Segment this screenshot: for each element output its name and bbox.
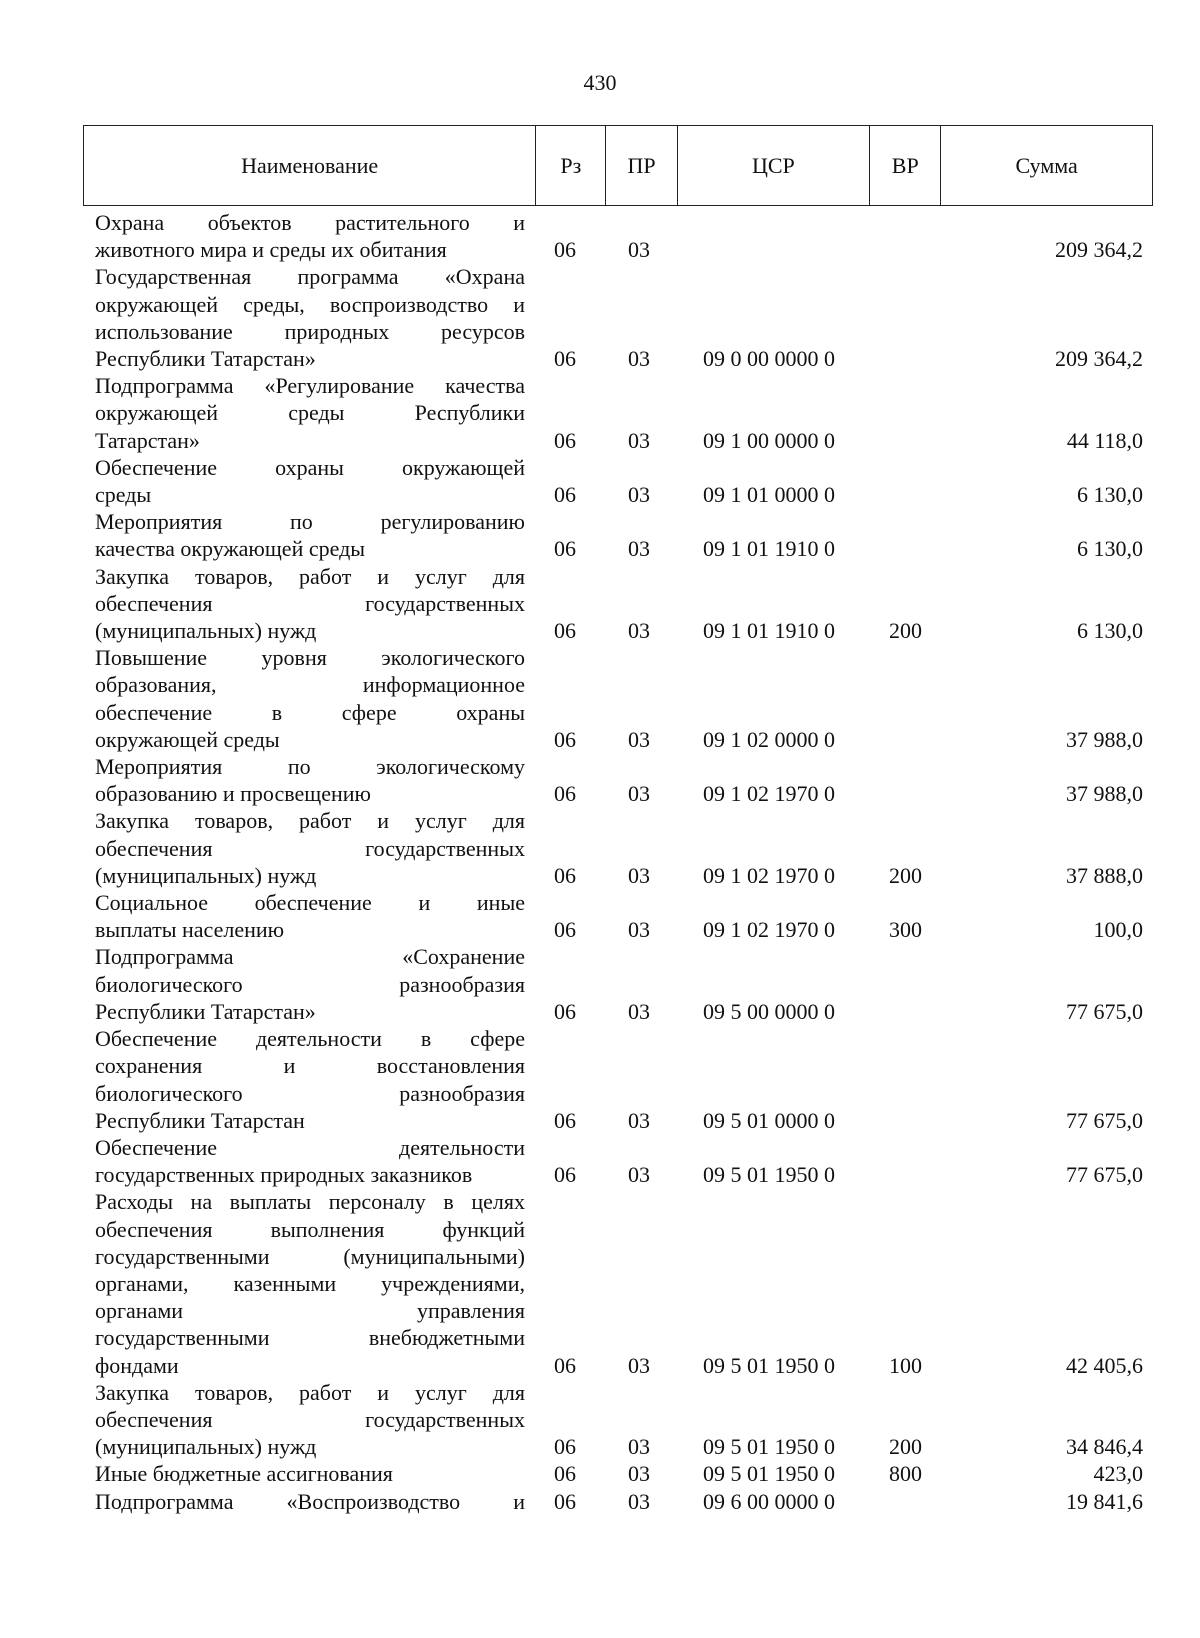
row-csr: 09 1 01 1910 0 [703,618,835,644]
row-pr: 03 [628,237,650,263]
row-vr: 200 [889,862,922,888]
table-body [0,209,1200,1515]
row-pr: 03 [628,781,650,807]
row-name-line: сохранения и восстановления [95,1053,525,1079]
row-pr: 03 [628,917,650,943]
row-sum: 37 988,0 [1066,726,1143,752]
row-vr: 300 [889,917,922,943]
row-name-line: государственных природных заказников [95,1162,473,1188]
row-name [95,454,525,508]
table-row [0,943,1200,1025]
row-sum: 6 130,0 [1077,482,1143,508]
row-rz: 06 [554,618,576,644]
table-row [0,1460,1200,1487]
row-sum: 209 364,2 [1055,346,1143,372]
row-name-line: (муниципальных) нужд [95,1434,317,1460]
row-pr: 03 [628,1352,650,1378]
row-name-line: Республики Татарстан [95,1107,305,1133]
row-rz: 06 [554,1461,576,1487]
row-sum: 100,0 [1093,917,1143,943]
row-name [95,807,525,889]
table-row [0,1488,1200,1515]
row-name-line: Обеспечение охраны окружающей [95,454,525,480]
row-pr: 03 [628,482,650,508]
row-name [95,563,525,645]
row-name-line: животного мира и среды их обитания [95,237,447,263]
row-name-line: среды [95,482,152,508]
table-row [0,807,1200,889]
table-row [0,644,1200,753]
row-rz: 06 [554,536,576,562]
row-name [95,1025,525,1134]
row-sum: 6 130,0 [1077,536,1143,562]
table-row [0,372,1200,454]
row-pr: 03 [628,346,650,372]
header-csr: ЦСР [677,126,870,206]
header-vr: ВР [870,126,941,206]
row-pr: 03 [628,427,650,453]
row-name-line: Закупка товаров, работ и услуг для [95,563,525,589]
row-pr: 03 [628,536,650,562]
row-name-line: Татарстан» [95,427,200,453]
row-pr: 03 [628,1488,650,1514]
row-sum: 77 675,0 [1066,1107,1143,1133]
row-name [95,1379,525,1461]
row-name [95,1188,525,1378]
table-row [0,508,1200,562]
row-name-line: окружающей среды Республики [95,400,525,426]
row-csr: 09 5 01 1950 0 [703,1461,835,1487]
row-name-line: качества окружающей среды [95,536,366,562]
row-name-line: Иные бюджетные ассигнования [95,1461,393,1487]
row-rz: 06 [554,1162,576,1188]
row-pr: 03 [628,726,650,752]
row-pr: 03 [628,1461,650,1487]
row-name [95,753,525,807]
row-name [95,1488,525,1515]
row-csr: 09 5 01 1950 0 [703,1434,835,1460]
row-csr: 09 5 01 1950 0 [703,1352,835,1378]
row-pr: 03 [628,1107,650,1133]
row-rz: 06 [554,427,576,453]
row-name-line: фондами [95,1352,179,1378]
row-pr: 03 [628,1434,650,1460]
row-csr: 09 5 00 0000 0 [703,998,835,1024]
table-row [0,1025,1200,1134]
row-name-line: биологического разнообразия [95,971,525,997]
row-rz: 06 [554,781,576,807]
row-name-line: обеспечение в сфере охраны [95,699,525,725]
table-row [0,209,1200,263]
row-rz: 06 [554,482,576,508]
row-name-line: Республики Татарстан» [95,346,316,372]
row-csr: 09 1 02 1970 0 [703,781,835,807]
row-name-line: Подпрограмма «Воспроизводство и [95,1488,525,1514]
row-rz: 06 [554,237,576,263]
row-name [95,508,525,562]
table-row [0,1134,1200,1188]
row-name [95,943,525,1025]
row-name-line: Республики Татарстан» [95,998,316,1024]
row-name-line: Социальное обеспечение и иные [95,890,525,916]
row-name-line: образования, информационное [95,672,525,698]
page-number: 430 [583,70,617,95]
row-sum: 34 846,4 [1066,1434,1143,1460]
row-rz: 06 [554,1434,576,1460]
row-name-line: Охрана объектов растительного и [95,210,525,235]
row-csr: 09 5 01 0000 0 [703,1107,835,1133]
table-row [0,563,1200,645]
row-rz: 06 [554,726,576,752]
row-sum: 19 841,6 [1066,1488,1143,1514]
row-name-line: окружающей среды, воспроизводство и [95,291,525,317]
row-name [95,209,525,263]
row-sum: 6 130,0 [1077,618,1143,644]
table-row [0,889,1200,943]
row-rz: 06 [554,998,576,1024]
row-rz: 06 [554,917,576,943]
row-name-line: обеспечения государственных [95,590,525,616]
row-name-line: Подпрограмма «Регулирование качества [95,373,525,399]
row-name-line: Повышение уровня экологического [95,645,525,671]
row-name-line: государственными внебюджетными [95,1325,525,1351]
row-name-line: Мероприятия по экологическому [95,754,525,780]
header-rz: Рз [536,126,606,206]
row-name-line: Обеспечение деятельности [95,1134,525,1160]
header-sum: Сумма [941,126,1153,206]
row-pr: 03 [628,618,650,644]
table-row [0,1379,1200,1461]
row-name-line: (муниципальных) нужд [95,618,317,644]
row-rz: 06 [554,1352,576,1378]
table-row [0,753,1200,807]
row-pr: 03 [628,1162,650,1188]
row-csr: 09 5 01 1950 0 [703,1162,835,1188]
row-name-line: органами, казенными учреждениями, [95,1270,525,1296]
row-sum: 77 675,0 [1066,998,1143,1024]
row-name-line: обеспечения государственных [95,835,525,861]
row-sum: 42 405,6 [1066,1352,1143,1378]
row-sum: 423,0 [1093,1461,1143,1487]
row-sum: 37 888,0 [1066,862,1143,888]
header-name: Наименование [84,126,536,206]
row-name-line: Закупка товаров, работ и услуг для [95,1379,525,1405]
row-rz: 06 [554,1107,576,1133]
row-sum: 37 988,0 [1066,781,1143,807]
row-csr: 09 1 01 0000 0 [703,482,835,508]
table-header [83,125,1153,206]
row-vr: 100 [889,1352,922,1378]
row-name-line: использование природных ресурсов [95,318,525,344]
row-vr: 800 [889,1461,922,1487]
row-csr: 09 1 01 1910 0 [703,536,835,562]
row-name-line: Обеспечение деятельности в сфере [95,1026,525,1052]
row-name [95,889,525,943]
row-name-line: Расходы на выплаты персоналу в целях [95,1189,525,1215]
row-sum: 209 364,2 [1055,237,1143,263]
row-sum: 77 675,0 [1066,1162,1143,1188]
row-name-line: выплаты населению [95,917,285,943]
row-name-line: окружающей среды [95,726,280,752]
row-csr: 09 1 02 1970 0 [703,862,835,888]
row-name-line: (муниципальных) нужд [95,862,317,888]
row-csr: 09 1 02 0000 0 [703,726,835,752]
row-name-line: образованию и просвещению [95,781,371,807]
row-name-line: Подпрограмма «Сохранение [95,944,525,970]
row-name-line: Закупка товаров, работ и услуг для [95,808,525,834]
row-vr: 200 [889,1434,922,1460]
table-row [0,454,1200,508]
row-vr: 200 [889,618,922,644]
row-name [95,372,525,454]
row-name-line: биологического разнообразия [95,1080,525,1106]
row-name [95,263,525,372]
row-name-line: обеспечения выполнения функций [95,1216,525,1242]
row-pr: 03 [628,862,650,888]
row-csr: 09 1 02 1970 0 [703,917,835,943]
row-name-line: государственными (муниципальными) [95,1243,525,1269]
table-row [0,263,1200,372]
row-name-line: Мероприятия по регулированию [95,509,525,535]
row-name [95,1134,525,1188]
row-name [95,1460,525,1487]
row-rz: 06 [554,1488,576,1514]
row-pr: 03 [628,998,650,1024]
row-csr: 09 0 00 0000 0 [703,346,835,372]
row-name-line: обеспечения государственных [95,1406,525,1432]
table-row [0,1188,1200,1378]
row-sum: 44 118,0 [1066,427,1143,453]
row-name-line: Государственная программа «Охрана [95,264,525,290]
row-name [95,644,525,753]
row-csr: 09 1 00 0000 0 [703,427,835,453]
row-name-line: органами управления [95,1298,525,1324]
row-csr: 09 6 00 0000 0 [703,1488,835,1514]
header-pr: ПР [606,126,677,206]
row-rz: 06 [554,862,576,888]
row-rz: 06 [554,346,576,372]
